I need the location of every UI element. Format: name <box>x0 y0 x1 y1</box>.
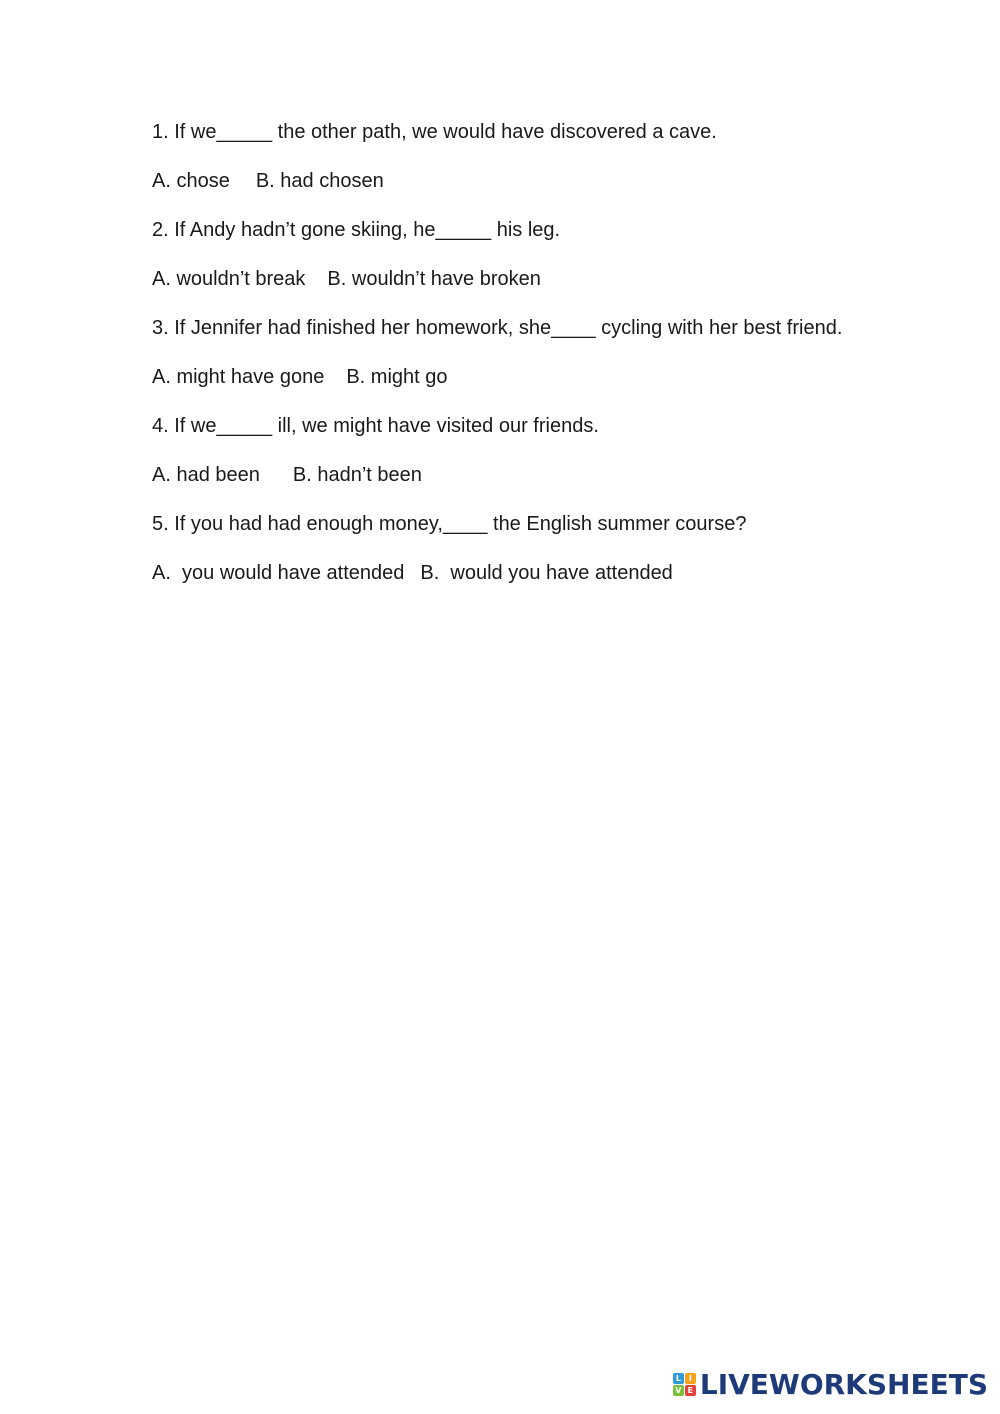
logo-mark-tile: E <box>685 1385 696 1396</box>
question-5 <box>152 510 852 588</box>
answer-options <box>152 167 852 196</box>
option-a: A. chose <box>152 170 230 192</box>
logo-text: LIVEWORKSHEETS <box>699 1367 988 1401</box>
option-a: A. might have gone <box>152 366 325 388</box>
liveworksheets-logo <box>673 1364 988 1404</box>
option-b: B. would you have attended <box>420 562 673 584</box>
question-4 <box>152 412 852 490</box>
logo-mark-tile: I <box>685 1373 696 1384</box>
question-stem: 5. If you had had enough money,____ the English summer course? <box>152 513 747 535</box>
question-stem: 3. If Jennifer had finished her homework, she____ cycling with her best friend. <box>152 317 843 339</box>
answer-options <box>152 265 852 294</box>
answer-options <box>152 559 852 588</box>
option-a: A. you would have attended <box>152 562 405 584</box>
question-stem: 4. If we_____ ill, we might have visited our friends. <box>152 415 599 437</box>
option-a: A. wouldn’t break <box>152 268 306 290</box>
option-b: B. might go <box>346 366 448 388</box>
question-2 <box>152 216 852 294</box>
option-b: B. wouldn’t have broken <box>327 268 541 290</box>
question-stem: 2. If Andy hadn’t gone skiing, he_____ his leg. <box>152 219 561 241</box>
answer-options <box>152 363 852 392</box>
question-stem: 1. If we_____ the other path, we would have discovered a cave. <box>152 121 717 143</box>
logo-mark-icon <box>673 1373 696 1396</box>
logo-mark-tile: V <box>673 1385 684 1396</box>
logo-mark-tile: L <box>673 1373 684 1384</box>
option-b: B. had chosen <box>255 170 384 192</box>
question-3 <box>152 314 852 392</box>
worksheet-body <box>152 118 852 608</box>
answer-options <box>152 461 852 490</box>
option-b: B. hadn’t been <box>292 464 422 486</box>
option-a: A. had been <box>152 464 260 486</box>
question-1 <box>152 118 852 196</box>
